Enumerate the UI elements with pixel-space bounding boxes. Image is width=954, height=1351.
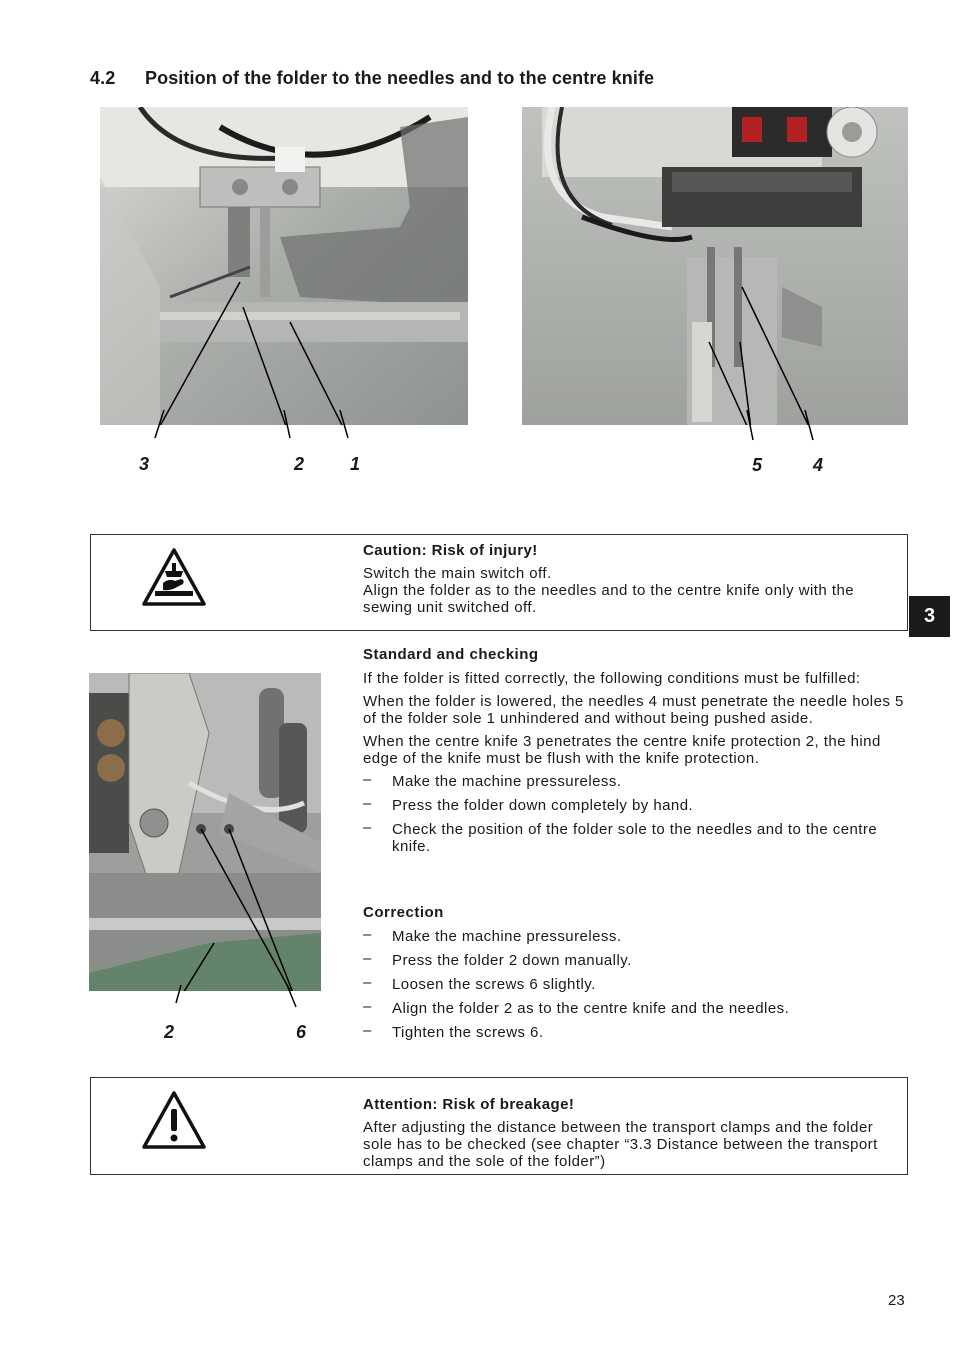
list-item (363, 976, 908, 993)
section-title: Position of the folder to the needles and to the centre knife (145, 68, 655, 88)
list-item (363, 1024, 908, 1041)
callout-lines-top-right (522, 410, 908, 442)
dash-glyph: – (363, 950, 372, 967)
standard-paragraph-1: If the folder is fitted correctly, the following conditions must be fulfilled: (363, 670, 861, 687)
callout-lines-side (89, 985, 321, 1009)
correction-section (363, 904, 908, 1048)
attention-title: Attention: Risk of breakage! (363, 1096, 575, 1113)
correction-step-3: Loosen the screws 6 slightly. (392, 976, 596, 993)
correction-step-5: Tighten the screws 6. (392, 1024, 544, 1041)
correction-step-1: Make the machine pressureless. (392, 928, 622, 945)
callout-label-2: 2 (294, 454, 305, 474)
callout-label-3: 3 (139, 454, 150, 474)
correction-step-2: Press the folder 2 down manually. (392, 952, 632, 969)
list-item (363, 797, 908, 814)
dash-glyph: – (363, 998, 372, 1015)
list-item (363, 821, 908, 855)
photo-folder-centre-knife (100, 107, 468, 425)
dash-glyph: – (363, 926, 372, 943)
attention-text: After adjusting the distance between the transport clamps and the folder sole has to be checked (see chapter “3.3 Distance between the transport clamps and the sole of the folder”) (363, 1119, 878, 1170)
standard-step-2: Press the folder down completely by hand. (392, 797, 694, 814)
list-item (363, 773, 908, 790)
correction-step-4: Align the folder 2 as to the centre knife and the needles. (392, 1000, 790, 1017)
correction-title: Correction (363, 904, 444, 921)
dash-glyph: – (363, 974, 372, 991)
callout-label-4: 4 (813, 455, 824, 475)
section-heading (90, 68, 654, 89)
hand-crush-warning-icon (141, 547, 207, 607)
page-number: 23 (888, 1292, 905, 1309)
exclamation-warning-icon (141, 1090, 207, 1150)
dash-glyph: – (363, 771, 372, 788)
standard-title: Standard and checking (363, 646, 539, 663)
attention-box (90, 1077, 908, 1175)
standard-paragraph-2: When the folder is lowered, the needles 4 must penetrate the needle holes 5 of the folder sole 1 unhindered and without being pushed aside. (363, 693, 904, 727)
callout-lines-top-left (100, 410, 468, 440)
dash-glyph: – (363, 819, 372, 836)
caution-line-1: Switch the main switch off. (363, 565, 552, 582)
callout-label-6: 6 (296, 1022, 307, 1042)
caution-title: Caution: Risk of injury! (363, 542, 538, 559)
dash-glyph: – (363, 795, 372, 812)
caution-line-2: Align the folder as to the needles and to the centre knife only with the sewing unit switched off. (363, 582, 855, 616)
standard-step-1: Make the machine pressureless. (392, 773, 622, 790)
list-item (363, 928, 908, 945)
callout-label-5: 5 (752, 455, 763, 475)
section-number: 4.2 (90, 68, 116, 88)
standard-paragraph-3: When the centre knife 3 penetrates the centre knife protection 2, the hind edge of the knife must be flush with the knife protection. (363, 733, 881, 767)
callout-label-1: 1 (350, 454, 361, 474)
photo-folder-screws (89, 673, 321, 991)
list-item (363, 1000, 908, 1017)
standard-section (363, 646, 908, 862)
list-item (363, 952, 908, 969)
photo-needles-folder-sole (522, 107, 908, 425)
chapter-tab: 3 (909, 596, 950, 637)
caution-box (90, 534, 908, 631)
dash-glyph: – (363, 1022, 372, 1039)
standard-step-3: Check the position of the folder sole to the needles and to the centre knife. (392, 821, 878, 855)
callout-label-2-side: 2 (164, 1022, 175, 1042)
